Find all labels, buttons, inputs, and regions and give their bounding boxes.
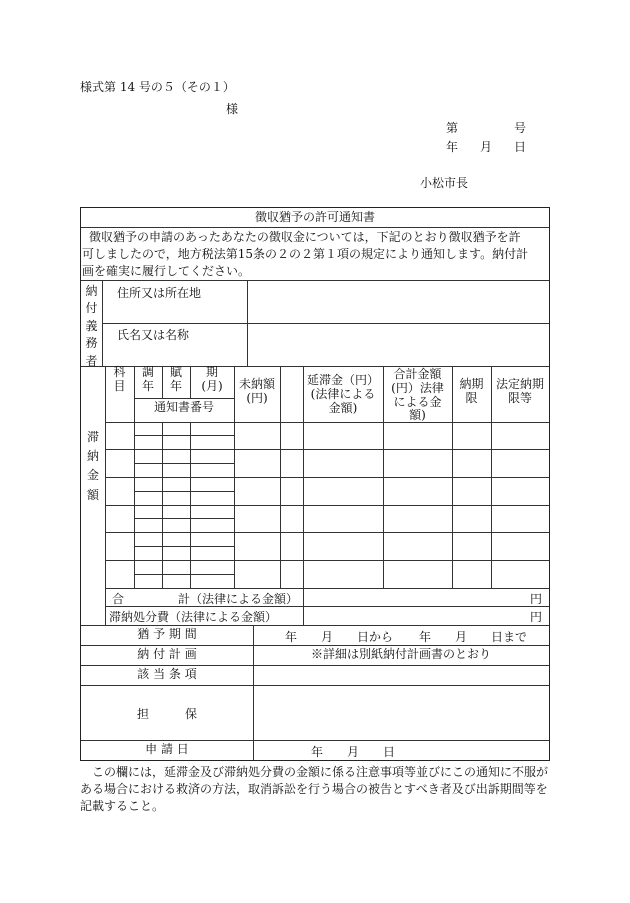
apply-year: 年 (311, 745, 324, 759)
footnote-line2: ある場合における救済の方法，取消訴訟を行う場合の被告とすべき者及び出訴期間等を (80, 782, 548, 796)
security-label-a: 担 (137, 707, 150, 721)
total-unit: 円 (530, 592, 543, 606)
period-month-1: 月 (321, 630, 334, 644)
col-nendo: 調 年 (141, 365, 154, 393)
period-from: 日から (357, 630, 394, 644)
plan-label: 納 付 計 画 (137, 647, 197, 661)
apply-label: 申 請 日 (145, 742, 189, 756)
col-kamoku: 科 目 (113, 365, 126, 393)
notice-title: 徴収猶予の許可通知書 (254, 210, 375, 224)
disposal-unit: 円 (530, 610, 543, 624)
arrears-section-label: 滞 納 金 額 (86, 430, 99, 502)
apply-day: 日 (383, 745, 396, 759)
issuer: 小松市長 (420, 176, 469, 190)
clause-label: 該 当 条 項 (137, 667, 197, 681)
payer-section-label: 納 付 義 務 者 (85, 284, 98, 368)
security-label-b: 保 (185, 707, 198, 721)
name-label: 氏名又は名称 (117, 328, 190, 342)
address-label: 住所又は所在地 (117, 286, 202, 300)
notice-body-line2: 可しましたので，地方税法第15条の２の２第１項の規定により通知します。納付計 (82, 247, 529, 261)
doc-no-suffix: 号 (514, 121, 527, 135)
period-year-2: 年 (419, 630, 432, 644)
period-year-1: 年 (285, 630, 298, 644)
period-month-2: 月 (455, 630, 468, 644)
apply-month: 月 (347, 745, 360, 759)
col-fuka-nendo: 賦 年 (169, 365, 182, 393)
col-ki: 期 (月) (201, 365, 223, 393)
notice-body-line1: 徴収猶予の申請のあったあなたの徴収金については，下記のとおり徴収猶予を許 (89, 230, 521, 244)
col-kigen: 納期 限 (459, 377, 484, 405)
disposal-label: 滞納処分費（法律による金額） (109, 610, 278, 624)
addressee-suffix: 様 (226, 102, 239, 116)
col-tsuchisho-no: 通知書番号 (153, 400, 214, 414)
col-mino: 未納額 (円) (238, 377, 275, 405)
total-label-b: 計（法律による金額） (178, 592, 299, 606)
date-day: 日 (514, 140, 527, 154)
period-to: 日まで (491, 630, 528, 644)
total-label-a: 合 (112, 592, 125, 606)
date-year: 年 (446, 140, 459, 154)
footnote-line1: この欄には，延滞金及び滞納処分費の金額に係る注意事項等並びにこの通知に不服が (92, 765, 549, 779)
doc-no-prefix: 第 (446, 121, 459, 135)
form-number: 様式第 14 号の５（その１） (80, 80, 235, 94)
col-houtei: 法定納期 限等 (495, 377, 544, 405)
col-total: 合計金額 (円）法律 による金 額) (391, 367, 444, 423)
col-entai: 延滞金（円） (法律による 金額) (306, 373, 379, 415)
footnote-line3: 記載すること。 (80, 799, 165, 813)
notice-form (80, 207, 550, 761)
notice-body-line3: 画を確実に履行してください。 (82, 264, 251, 278)
plan-value: ※詳細は別紙納付計画書のとおり (310, 647, 491, 661)
date-month: 月 (480, 140, 493, 154)
period-label: 猶 予 期 間 (137, 627, 197, 641)
